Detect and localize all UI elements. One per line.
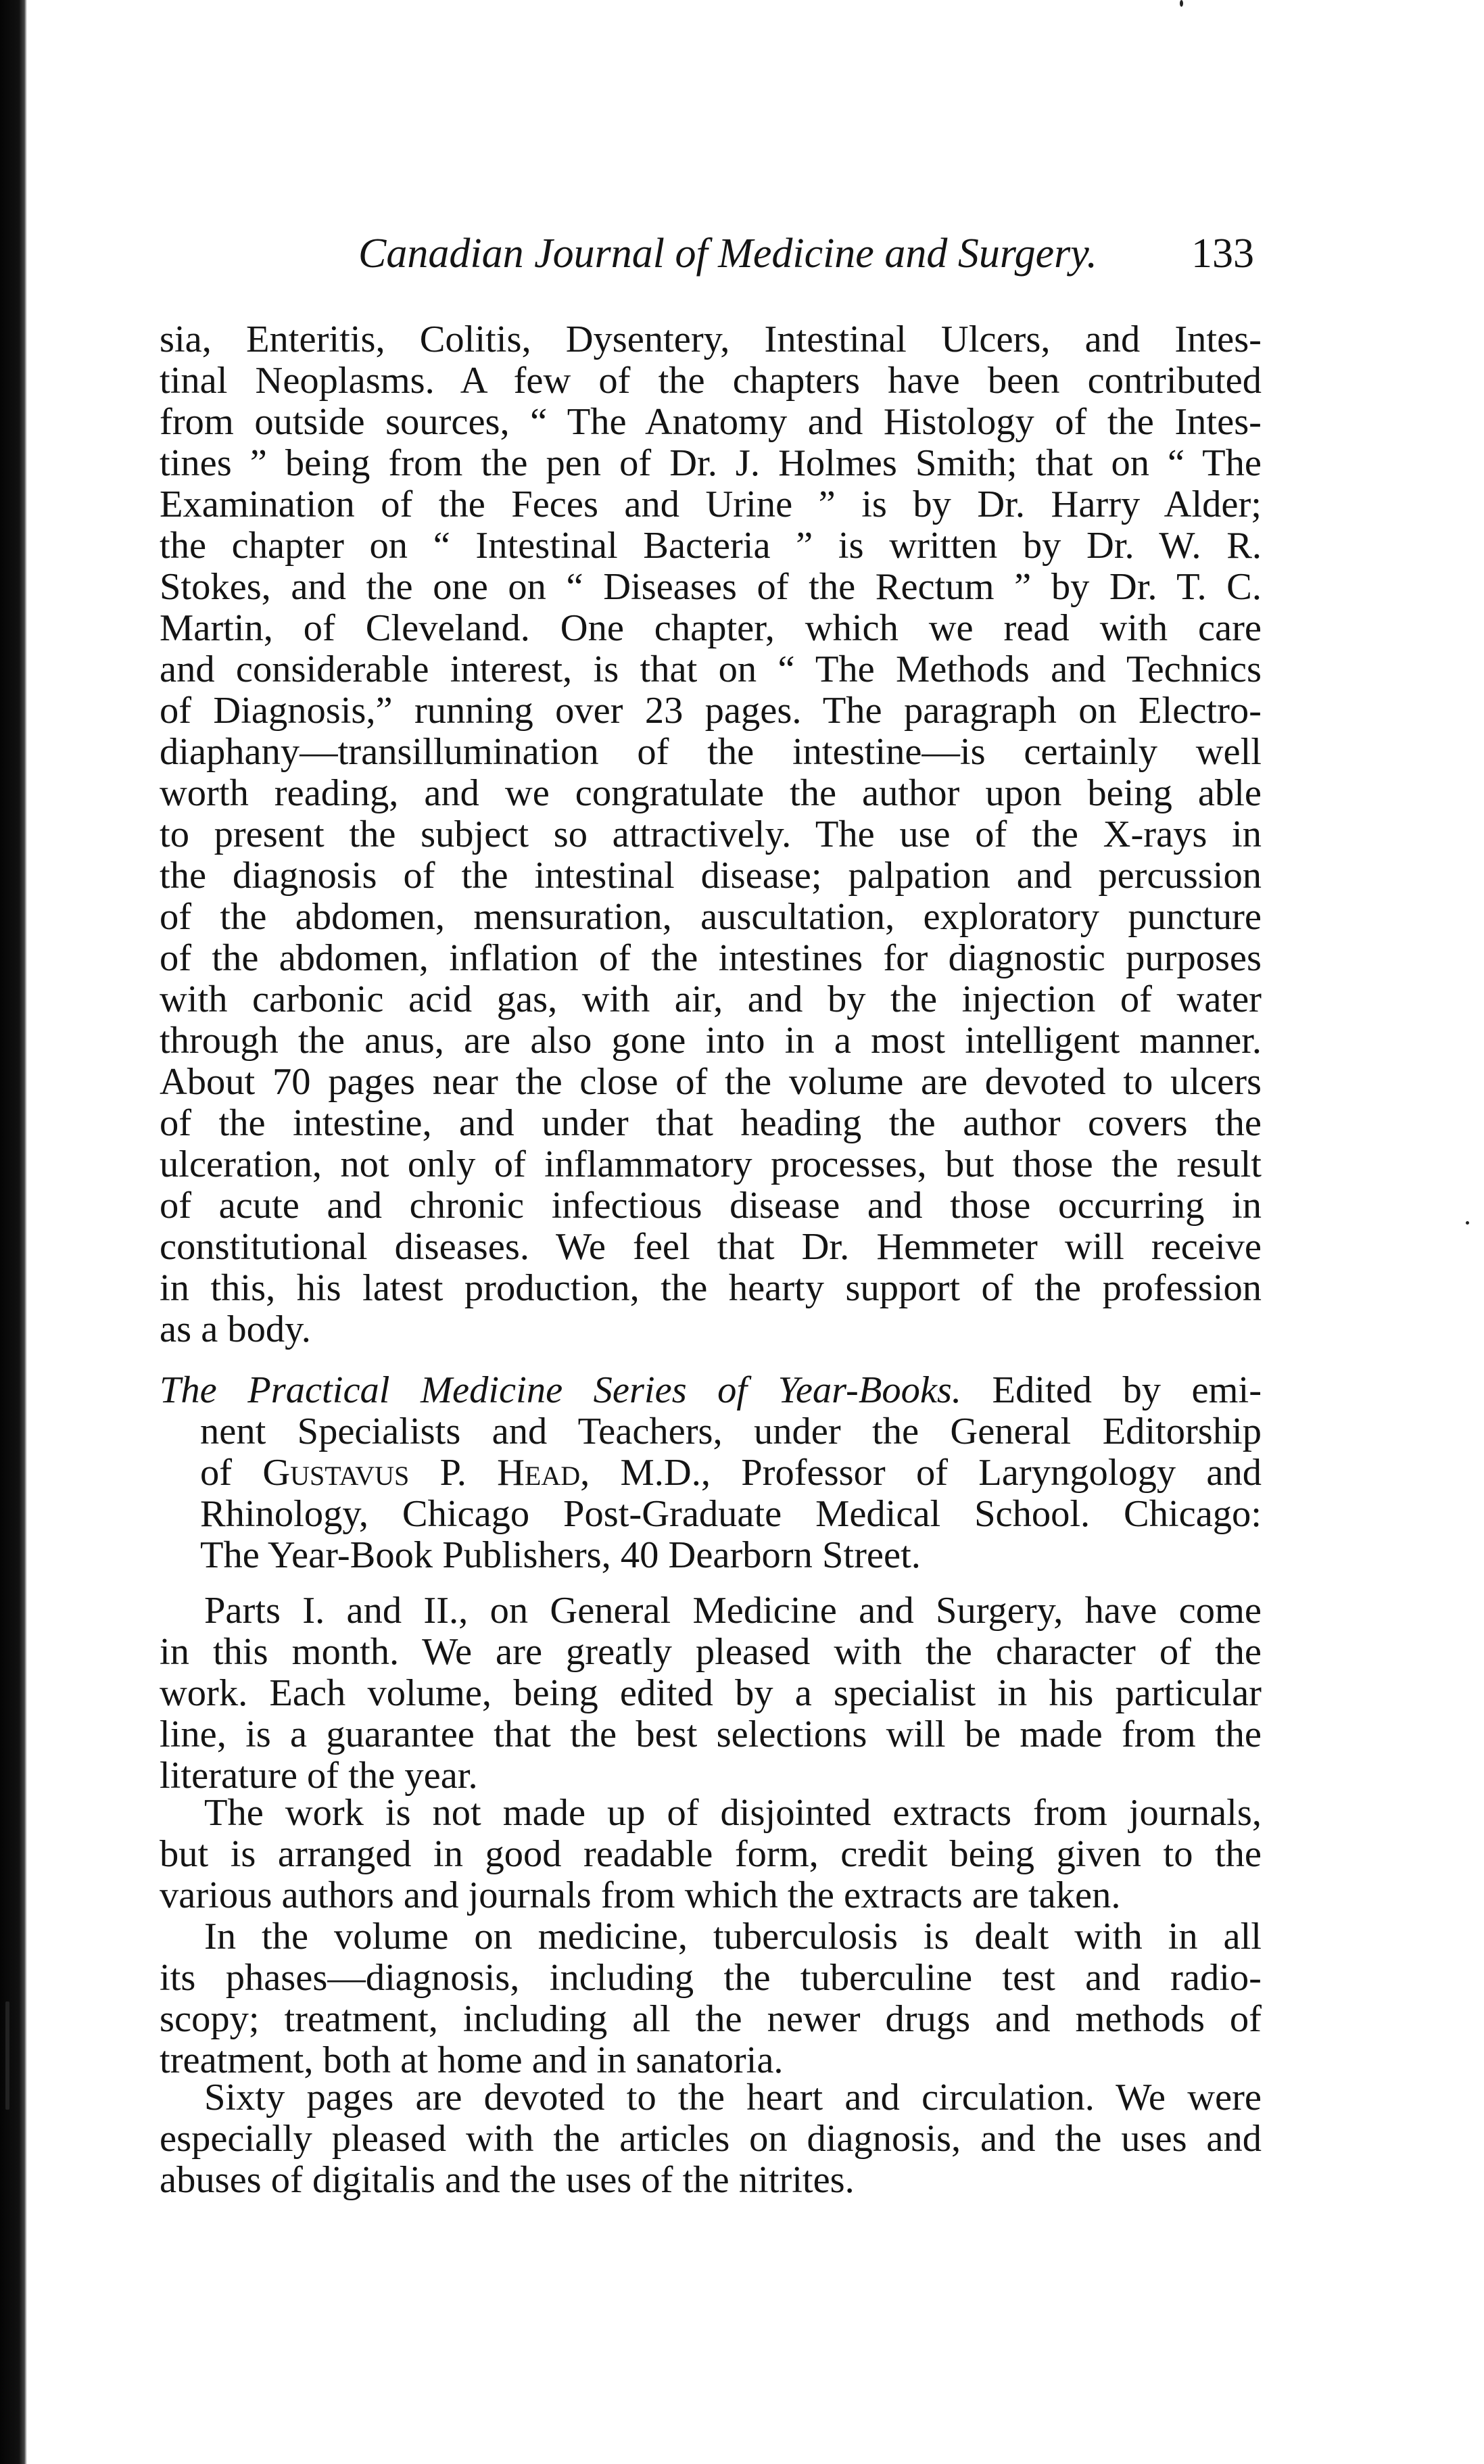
text-line: of acute and chronic infectious disease and those occurring in <box>160 1185 1262 1227</box>
text-line: various authors and journals from which the extracts are taken. <box>160 1874 1121 1916</box>
citation-text: Edited by emi- <box>992 1369 1262 1411</box>
text-line: ulceration, not only of inflammatory processes, but those the result <box>160 1143 1262 1185</box>
text-line: of the abdomen, inflation of the intestines for diagnostic purposes <box>160 937 1262 979</box>
text-line: nent Specialists and Teachers, under the General Editorship <box>200 1411 1262 1452</box>
text-line: from outside sources, “ The Anatomy and Histology of the Intes- <box>160 401 1262 443</box>
text-line: Rhinology, Chicago Post-Graduate Medical School. Chicago: <box>200 1493 1262 1535</box>
text-line: of the abdomen, mensuration, auscultation, exploratory puncture <box>160 896 1262 938</box>
text-line: In the volume on medicine, tuberculosis is dealt with in all <box>204 1916 1262 1958</box>
text-line: with carbonic acid gas, with air, and by the injection of water <box>160 978 1262 1020</box>
text-line: line, is a guarantee that the best selections will be made from the <box>160 1713 1262 1755</box>
text-line: the chapter on “ Intestinal Bacteria ” is written by Dr. W. R. <box>160 525 1262 567</box>
text-line: abuses of digitalis and the uses of the nitrites. <box>160 2159 855 2201</box>
text-line: to present the subject so attractively. The use of the X-rays in <box>160 813 1262 855</box>
text-line: in this month. We are greatly pleased with the character of the <box>160 1631 1262 1673</box>
text-line: Examination of the Feces and Urine ” is by Dr. Harry Alder; <box>160 483 1262 525</box>
text-line: work. Each volume, being edited by a specialist in his particular <box>160 1672 1262 1714</box>
text-line: tinal Neoplasms. A few of the chapters have been contributed <box>160 360 1262 402</box>
text-line: its phases—diagnosis, including the tuberculine test and radio- <box>160 1957 1262 1999</box>
text-line: treatment, both at home and in sanatoria. <box>160 2039 784 2081</box>
text-line: Stokes, and the one on “ Diseases of the Rectum ” by Dr. T. C. <box>160 566 1262 608</box>
text-line: but is arranged in good readable form, credit being given to the <box>160 1833 1262 1875</box>
text-line: of Diagnosis,” running over 23 pages. The paragraph on Electro- <box>160 690 1262 732</box>
citation-text: of <box>200 1452 233 1494</box>
text-line: tines ” being from the pen of Dr. J. Holmes Smith; that on “ The <box>160 442 1262 484</box>
text-line: the diagnosis of the intestinal disease; palpation and percussion <box>160 855 1262 897</box>
paragraph-tuberculosis <box>160 1916 1262 2081</box>
text-line: Parts I. and II., on General Medicine and Surgery, have come <box>204 1590 1262 1632</box>
text-line: literature of the year. <box>160 1755 478 1797</box>
editor-name: Gustavus P. Head, <box>262 1452 590 1494</box>
text-line: in this, his latest production, the hearty support of the profession <box>160 1267 1262 1309</box>
text-line: through the anus, are also gone into in a most intelligent manner. <box>160 1020 1262 1062</box>
review-title: The Practical Medicine Series of Year-Books. <box>160 1369 962 1411</box>
text-line: of the intestine, and under that heading the author covers the <box>160 1102 1262 1144</box>
text-line: The work is not made up of disjointed extracts from journals, <box>204 1792 1262 1834</box>
text-line <box>160 1370 1262 1411</box>
citation-text: M.D., Professor of Laryngology and <box>620 1452 1262 1494</box>
text-line: diaphany—transillumination of the intestine—is certainly well <box>160 731 1262 773</box>
text-line: Sixty pages are devoted to the heart and circulation. We were <box>204 2077 1262 2118</box>
review-citation <box>160 1370 1262 1576</box>
text-line: scopy; treatment, including all the newer drugs and methods of <box>160 1998 1262 2040</box>
review-continuation-paragraph <box>160 319 1262 1350</box>
text-line: and considerable interest, is that on “ The Methods and Technics <box>160 648 1262 690</box>
paragraph-work <box>160 1793 1262 1916</box>
text-line: About 70 pages near the close of the volume are devoted to ulcers <box>160 1061 1262 1103</box>
page-number: 133 <box>1191 231 1254 277</box>
text-line: worth reading, and we congratulate the author upon being able <box>160 772 1262 814</box>
text-line: sia, Enteritis, Colitis, Dysentery, Intestinal Ulcers, and Intes- <box>160 318 1262 360</box>
text-line: as a body. <box>160 1308 311 1350</box>
text-line: especially pleased with the articles on diagnosis, and the uses and <box>160 2118 1262 2160</box>
running-header <box>0 230 1484 284</box>
paragraph-parts <box>160 1590 1262 1797</box>
text-line: Martin, of Cleveland. One chapter, which we read with care <box>160 607 1262 649</box>
running-title: Canadian Journal of Medicine and Surgery. <box>358 231 1097 277</box>
text-line: constitutional diseases. We feel that Dr. Hemmeter will receive <box>160 1226 1262 1268</box>
text-line: The Year-Book Publishers, 40 Dearborn Street. <box>200 1534 921 1576</box>
paragraph-heart <box>160 2077 1262 2201</box>
text-line <box>160 1452 1262 1494</box>
